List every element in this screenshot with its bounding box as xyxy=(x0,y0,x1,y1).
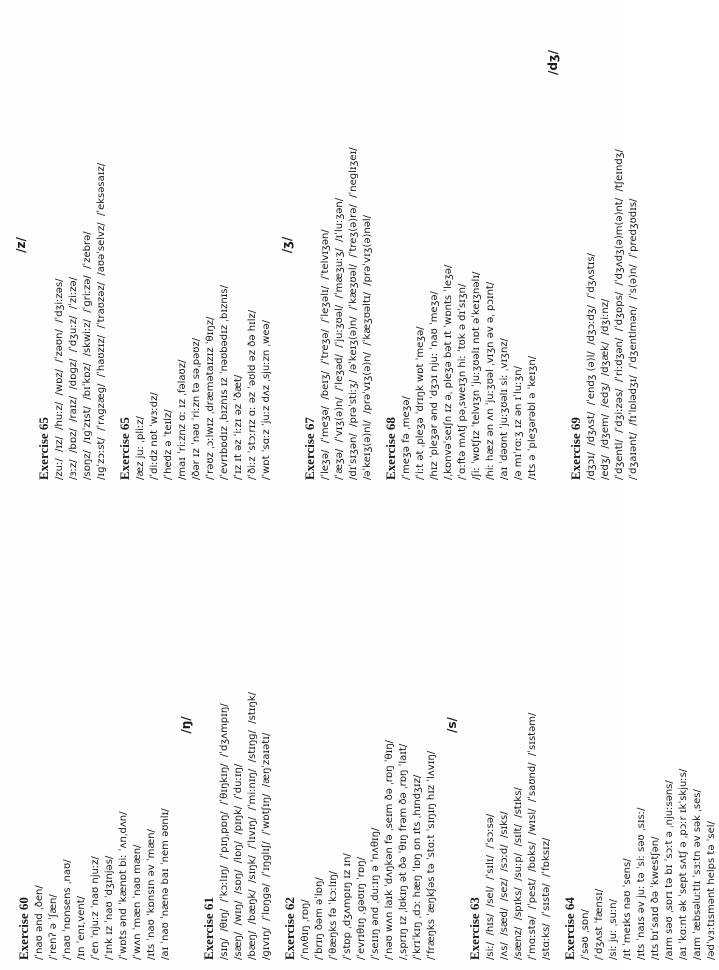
phrase-line: /ˈsəʊ ˌsɒn/ xyxy=(580,909,591,960)
phonetic-word: /dʒʌst/ xyxy=(586,411,597,446)
phonetic-word: /ˈkæʒʊəltɪ/ xyxy=(362,292,373,346)
phonetic-word: /suːp/ xyxy=(513,852,524,881)
phonetic-word: /ˈzebrə/ xyxy=(82,231,93,269)
phonetic-word: /ɜːz/ xyxy=(68,459,79,480)
phonetic-word: /sænz/ xyxy=(513,926,524,960)
phonetic-word: /pɪŋk/ xyxy=(233,805,244,835)
phrase-line: /aɪ ˈkɑːnt ək ˈsept sʌtʃ ə ˌpɔːr ɪkˈskjuːs/ xyxy=(678,768,689,960)
phrase-line: /ɪts ˈnaʊ ˈkɒnsɪn əv ˈmæn/ xyxy=(146,829,157,960)
phonetic-word: /sɒŋ/ xyxy=(233,869,244,895)
phonetic-word: /edʒ/ xyxy=(600,454,611,480)
exercise-title: Exercise 65 xyxy=(36,417,51,480)
phonetic-word: /sæŋ/ xyxy=(233,931,244,960)
phonetic-word: /ɪz/ xyxy=(54,436,65,452)
phonetic-word: /ɪɡˈzɔːst/ xyxy=(96,437,107,480)
word-row xyxy=(599,10,613,480)
phrase-line: /ˈɑːftə mʌtʃ pəˌsweɪʒn hiː ˈtʊk ə dɪˈsɪʒn/ xyxy=(457,283,468,480)
phonetic-word: /ˈzəʊn/ xyxy=(54,329,65,363)
phonetic-word: /ˈdʒʌdʒ(ə)m(ə)nt/ xyxy=(614,197,625,286)
exercise-title: Exercise 63 xyxy=(467,897,482,960)
phonetic-word: /sel/ xyxy=(485,886,496,908)
phrase-line: /ɪt ˈmeɪks nəʊ ˈsens/ xyxy=(622,858,633,960)
word-row xyxy=(95,10,109,480)
word-row xyxy=(498,490,512,960)
phonetic-word: /lɒŋ/ xyxy=(233,840,244,864)
phrase-line: /ˈevrɪθɪŋ ˌɡəʊɪŋ ˈrɒŋ/ xyxy=(356,857,367,960)
phrase-line: /aɪm səʊ ˌsɒrɪ tə bɪ ˈsɔːt ə ˌnjuːsəns/ xyxy=(664,780,675,960)
phonetic-word: /hɪs/ xyxy=(485,913,496,936)
phonetic-word: /bɪˈkɒz/ xyxy=(82,362,93,400)
phonetic-word: /sɒŋz/ xyxy=(82,450,93,480)
word-row xyxy=(53,10,67,480)
phonetic-word: /siː/ xyxy=(485,941,496,960)
phrase-line: /ˈmeʒə fə ˌmeʒə/ xyxy=(401,396,412,480)
phonetic-word: /sɪks/ xyxy=(499,811,510,839)
phrase-line: /hiː hæz ən ʌn ˈjuːʒʊəl ˌvɪʒn əv əˌ pɔɪnt/ xyxy=(485,281,496,480)
phonetic-word: /ˈdʒɒps/ xyxy=(614,291,625,332)
phrase-line: /aɪm ˈæbsəluːtlɪ ˈsɜːtn əv sək ˌses/ xyxy=(692,789,703,960)
phonetic-word: /ˈpɪŋˌpɒŋ/ xyxy=(219,811,230,859)
phonetic-word: /sɪlt/ xyxy=(513,824,524,847)
exercise-title: Exercise 68 xyxy=(383,417,398,480)
phonetic-word: /ʌs/ xyxy=(499,942,510,960)
phonetic-word: /əˈkeɪʒ(ə)nl/ xyxy=(362,420,373,480)
exercise-title: Exercise 64 xyxy=(562,897,577,960)
phonetic-word: /ˈæʒə/ xyxy=(334,448,345,480)
phonetic-word: /ˈeksəsaɪz/ xyxy=(96,162,107,217)
word-row xyxy=(347,10,361,480)
phonetic-word: /ˈfɒksɪz/ xyxy=(541,837,552,877)
phrase-line: /ədˈvɜːtɪsmənt helps tə ˈsel/ xyxy=(706,821,717,960)
phonetic-word: /stɪŋk/ xyxy=(247,692,258,724)
sound-heading: /ŋ/ xyxy=(179,716,193,734)
sound-heading: /z/ xyxy=(14,237,28,253)
phrase-line: /ɪts bɪˈsaɪd ðə ˈkwestʃən/ xyxy=(650,836,661,960)
phonetic-word: /ˈdʒaɪənt/ xyxy=(628,432,639,480)
phrase-line: /ˈwɒts ənd ˈkænɒt biː ˈʌnˌdʌn/ xyxy=(118,811,129,960)
exercise-title: Exercise 61 xyxy=(201,897,216,960)
word-row xyxy=(232,490,246,960)
phrase-line: /ˈstɒp ˌdʒʌmpɪŋ ɪz ɪn/ xyxy=(342,853,353,960)
sound-heading: /ʒ/ xyxy=(280,236,294,254)
phonetic-word: /stɪŋɡ/ xyxy=(247,730,258,763)
exercise-title: Exercise 60 xyxy=(16,897,31,960)
phonetic-word: /sɔːd/ xyxy=(499,844,510,872)
phonetic-word: /ˈsaʊnd/ xyxy=(527,762,538,803)
phonetic-word: /dʒɔɪ/ xyxy=(586,451,597,480)
phonetic-word: /sɪŋk/ xyxy=(247,855,258,883)
phonetic-word: /ˈlɪvɪŋ/ xyxy=(247,816,258,849)
exercise-title: Exercise 69 xyxy=(568,417,583,480)
phrase-line: /ˈfræŋks ˈæŋkʃəs tə ˈstɑːt ˈsɪŋɪŋ hɪz ˈlʌvɪŋ/ xyxy=(426,750,437,960)
phrase-line: /ˈbrɪŋ ðəm əˈlɒŋ/ xyxy=(314,877,325,960)
phonetic-word: /ɪɡˈzɪst/ xyxy=(82,406,93,444)
phonetic-word: /spɪks/ xyxy=(513,887,524,921)
phonetic-word: /ˈmæʒuːʒ/ xyxy=(334,248,345,299)
phrase-line: /siː juː ˌsuːn/ xyxy=(608,899,619,960)
phrase-line: /ˈseɪɪŋ ənd ˌduːɪŋ ə ˈnʌθɪŋ/ xyxy=(370,827,381,960)
phrase-line: /ɪts ə ˈpleʒərəbl ə ˈkeɪʒn/ xyxy=(527,355,538,480)
phonetic-word: /dɪˈsɪʒən/ xyxy=(348,433,359,480)
phonetic-word: /huːz/ xyxy=(54,401,65,430)
phrase-line: /ˈdʒʌst ˈfænsɪ/ xyxy=(594,888,605,960)
phonetic-word: /skwiːz/ xyxy=(82,319,93,357)
phonetic-word: /bɒz/ xyxy=(68,428,79,453)
phonetic-word: /ˈmɑːstə/ xyxy=(527,915,538,960)
phonetic-word: /sɪŋ/ xyxy=(219,937,230,960)
phonetic-word: /ˈendʒ (ə)l/ xyxy=(586,351,597,406)
phonetic-word: /zuː/ xyxy=(54,458,65,480)
phonetic-word: /ˈleʒəd/ xyxy=(334,354,345,391)
phonetic-word: /sæd/ xyxy=(499,907,510,936)
phrase-line: /ˈiːt ət ˌpleʒə ˈdrɪŋk wɒt ˈmeʒə/ xyxy=(415,326,426,480)
phrase-line: /ˈrenʔ ə ˈʃæn/ xyxy=(48,894,59,960)
phonetic-word: /ɪˈluːʒən/ xyxy=(334,197,345,242)
phonetic-word: /θɪŋ/ xyxy=(219,908,230,932)
phonetic-word: /beɪʒ/ xyxy=(320,370,331,400)
phrase-line: /maɪ ˈriːznz ɑː ɪz ˌfəlaʊz/ xyxy=(177,359,188,480)
phonetic-word: /ˈkɔːlɪŋ/ xyxy=(219,865,230,903)
phonetic-word: /dɒɡz/ xyxy=(68,358,79,390)
phonetic-word: /ˈsɔːsə/ xyxy=(485,813,496,849)
phonetic-word: /ˈleʒə/ xyxy=(320,449,331,480)
word-row xyxy=(67,10,81,480)
word-row xyxy=(512,490,526,960)
phonetic-word: /ˈdʒiːzəs/ xyxy=(614,388,625,433)
phonetic-word: /edʒ/ xyxy=(600,382,611,408)
word-row xyxy=(218,490,232,960)
phrase-line: /ə mɪˈrɑːʒ ɪz ən ɪˈluːʒn/ xyxy=(513,366,524,480)
phonetic-word: /ˈvɪʒ(ə)n/ xyxy=(334,397,345,443)
phonetic-word: /ˈhaʊzɪz/ xyxy=(96,334,107,378)
phonetic-word: /ˈtelvɪʒən/ xyxy=(320,229,331,280)
phrase-line: /ɪn ˈenɪˌvent/ xyxy=(76,895,87,960)
phonetic-word: /ˈs(ə)n/ xyxy=(628,264,639,300)
phrase-line: /hɪz ˈpleʒər ənd ˈdʒɔɪ njuː ˈnaʊ ˈmeʒə/ xyxy=(429,291,440,480)
phonetic-word: /bɒks/ xyxy=(527,841,538,872)
phonetic-word: /dʒiːnz/ xyxy=(600,298,611,336)
word-row xyxy=(260,490,274,960)
left-column xyxy=(8,490,717,960)
word-row xyxy=(319,10,333,480)
phonetic-word: /dʒem/ xyxy=(600,413,611,449)
phonetic-word: /ˈsɪstə/ xyxy=(541,883,552,918)
phonetic-word: /ˈθɪŋkɪŋ/ xyxy=(219,763,230,805)
sound-heading: /dʒ/ xyxy=(546,50,560,76)
phonetic-word: /æŋˈzaɪətɪ/ xyxy=(261,732,272,788)
phonetic-word: /bæŋk/ xyxy=(247,889,258,925)
phrase-line: /ɪts ˈnaɪs əv juː tə ˈsiː səʊ ˌsɪsː/ xyxy=(636,807,647,960)
phonetic-word: /əˈkeɪʒ(ə)n/ xyxy=(348,316,359,374)
phonetic-word: /ˈdʒiːzəs/ xyxy=(54,278,65,323)
word-row xyxy=(333,10,347,480)
phrase-line: /ðər ɪz ˈnəʊ ˈriːzn tə səˌpəʊz/ xyxy=(191,337,202,480)
phonetic-word: /stɪks/ xyxy=(513,787,524,818)
phrase-line: /ˈdiːdz nɒt ˈwɜːdz/ xyxy=(149,392,160,480)
phonetic-word: /ˈtraʊzəz/ xyxy=(96,282,107,329)
word-row xyxy=(526,490,540,960)
word-row xyxy=(361,10,375,480)
phrase-line: /æz juː ˌpliːz/ xyxy=(135,416,146,480)
phonetic-word: /sez/ xyxy=(499,877,510,902)
phrase-line: /ˌkɒnvəˈseɪʃn ɪz əˌ pleʒə bət ɪt ˈwɒnts ˈleʒə/ xyxy=(443,264,454,480)
phonetic-word: /ˈrʌɡzæɡ/ xyxy=(96,383,107,431)
phonetic-word: /tʃeɪndʒ/ xyxy=(614,149,625,192)
phonetic-word: /ˈduːɪŋ/ xyxy=(233,763,244,800)
phonetic-word: /dʒæk/ xyxy=(600,341,611,377)
phonetic-word: /prəˈvɪʒ(ə)nəl/ xyxy=(362,214,373,286)
phrase-line: /ˈevrɪbɒdɪz ˌbɪznɪs ɪz ˈnəʊbədɪz ˌbɪznɪs/ xyxy=(219,285,230,480)
phrase-line: /ˈhedz ə ˈteɪlz/ xyxy=(163,409,174,480)
phonetic-word: /ˈɡriːzə/ xyxy=(82,275,93,313)
phonetic-word: /ˈdʒʌmpɪŋ/ xyxy=(219,703,230,758)
phonetic-word: /ˈpest/ xyxy=(527,878,538,910)
phonetic-word: /ˈjuːʒʊəl/ xyxy=(334,304,345,348)
exercise-title: Exercise 67 xyxy=(302,417,317,480)
phonetic-word: /ˈɪŋɡlɪʃ/ xyxy=(261,841,272,878)
phrase-line: /ˈwʌn ˈmæn ˈnaʊ mæn/ xyxy=(132,844,143,960)
phonetic-word: /prəˈstiːʒ/ xyxy=(348,379,359,427)
phrase-line: /ˈrəʊz ˌɔːlwɪz ˌdræmətaɪzɪz ˈθɪŋz/ xyxy=(205,316,216,480)
phonetic-word: /ˈmiːnɪŋ/ xyxy=(247,768,258,811)
phrase-line: /ˈɪz ɪt əz ˈiːzɪ əz ˈðæt/ xyxy=(233,374,244,480)
phrase-line: /ˈwɒt ˈsɑːz ˈjuːz dʌz ˌsjuːzn ˌweə/ xyxy=(261,319,272,480)
word-row xyxy=(246,490,260,960)
phrase-line: /aɪ ˈnaʊ ˈnænə baɪ ˈnem əʊnlɪ/ xyxy=(160,808,171,960)
phonetic-word: /ˈpredʒʊdɪs/ xyxy=(628,198,639,259)
phrase-line: /ˈnaʊ ənd ˌðen/ xyxy=(34,885,45,960)
right-column xyxy=(8,10,639,480)
phonetic-word: /ˈneɡlɪʒeɪ/ xyxy=(348,147,359,198)
phonetic-word: /prəˈvɪʒ(ə)n/ xyxy=(362,352,373,414)
phonetic-word: /ˈtreʒə/ xyxy=(320,329,331,365)
phonetic-word: /ˈleʒəlɪ/ xyxy=(320,285,331,323)
phonetic-word: /raɪz/ xyxy=(68,395,79,422)
phonetic-word: /aʊəˈselvz/ xyxy=(96,222,107,276)
phonetic-word: /ˈdʒentl/ xyxy=(614,439,625,480)
phonetic-word: /ɡɪvɪŋ/ xyxy=(261,927,272,960)
phonetic-word: /ˈmeʒə/ xyxy=(320,405,331,444)
phonetic-word: /stɑːks/ xyxy=(541,923,552,960)
exercise-title: Exercise 62 xyxy=(282,897,297,960)
phrase-line: /ˈnəʊ wʌn laɪk ˈdʌŋkən fə ˌseɪm ðə ˌrɒŋ ˈθɪŋ/ xyxy=(384,739,395,960)
phonetic-word: /bæŋ/ xyxy=(247,930,258,960)
phonetic-word: /ˈdʒʌstɪs/ xyxy=(586,253,597,299)
phonetic-word: /ˈdʒentlmən/ xyxy=(628,305,639,369)
phrase-line: /ˈnʌθɪŋ ˌrɒŋ/ xyxy=(300,899,311,960)
phrase-line: /ˈθæŋks fə ˈkɔːlɪŋ/ xyxy=(328,870,339,960)
word-row xyxy=(540,490,554,960)
phonetic-word: /ˈdʒuːz/ xyxy=(68,315,79,353)
word-row xyxy=(585,10,599,480)
phrase-line: /ʃiː ˈwɒtʃɪz ˈtelvɪʒn ˈjuːʒʊəlɪ nɒt əˈkeɪʒnəlɪ/ xyxy=(471,271,482,480)
phonetic-word: /ˈkæʒʊəl/ xyxy=(348,264,359,310)
phonetic-word: /ˈriːdʒən/ xyxy=(614,337,625,383)
phonetic-word: /wɪŋ/ xyxy=(233,900,244,926)
phrase-line: /ˈðiːz ˈstɔːrɪz ɑː əz ˈəʊld əz ðə hɪlz/ xyxy=(247,309,258,480)
word-row xyxy=(613,10,627,480)
phrase-line: /ˌsprɪŋ ɪz ˌlʊkɪŋ ət ðə ˈθɪŋ frəm ðə ˌrɒŋ ˈlaɪt/ xyxy=(398,743,409,960)
phonetic-word: /ˈsɪstəm/ xyxy=(527,712,538,757)
phrase-line: /aɪ ˈdəʊnt ˈjuːʒʊəlɪ siː ˌvɪʒnz/ xyxy=(499,338,510,480)
sound-heading: /s/ xyxy=(445,717,459,733)
word-row xyxy=(484,490,498,960)
phonetic-word: /wɪsl/ xyxy=(527,808,538,836)
phrase-line: /ˈen ˈnjuːz ˈnaʊ njuːz/ xyxy=(90,856,101,960)
phonetic-word: /ˈsɪlɪ/ xyxy=(485,854,496,880)
phonetic-word: /ˈziːzə/ xyxy=(68,276,79,310)
phonetic-word: /dʒɔːdʒ/ xyxy=(586,305,597,345)
phrase-line: /ˈɪnk ɪz ˈnaʊ ˈdʒɪnjəs/ xyxy=(104,855,115,960)
word-row xyxy=(627,10,641,480)
phonetic-word: /wɒz/ xyxy=(54,368,65,396)
exercise-title: Exercise 65 xyxy=(117,417,132,480)
phonetic-word: /ˈlɒŋɡə/ xyxy=(261,883,272,921)
phonetic-word: /ˈwɒtʃɪŋ/ xyxy=(261,793,272,835)
phonetic-word: /ˈtreʒ(ə)rə/ xyxy=(348,204,359,258)
phonetic-word: /fɪˈlɒlədʒɪ/ xyxy=(628,375,639,426)
word-row xyxy=(81,10,95,480)
phrase-line: /ˈnaʊ ˈnɒnsens ˌnaʊ/ xyxy=(62,859,73,960)
phrase-line: /ˈkrɪˈkɪŋ ˌdɔː hæŋ ˈlɒŋ ɒn ɪts ˌhɪndʒɪz/ xyxy=(412,774,423,960)
